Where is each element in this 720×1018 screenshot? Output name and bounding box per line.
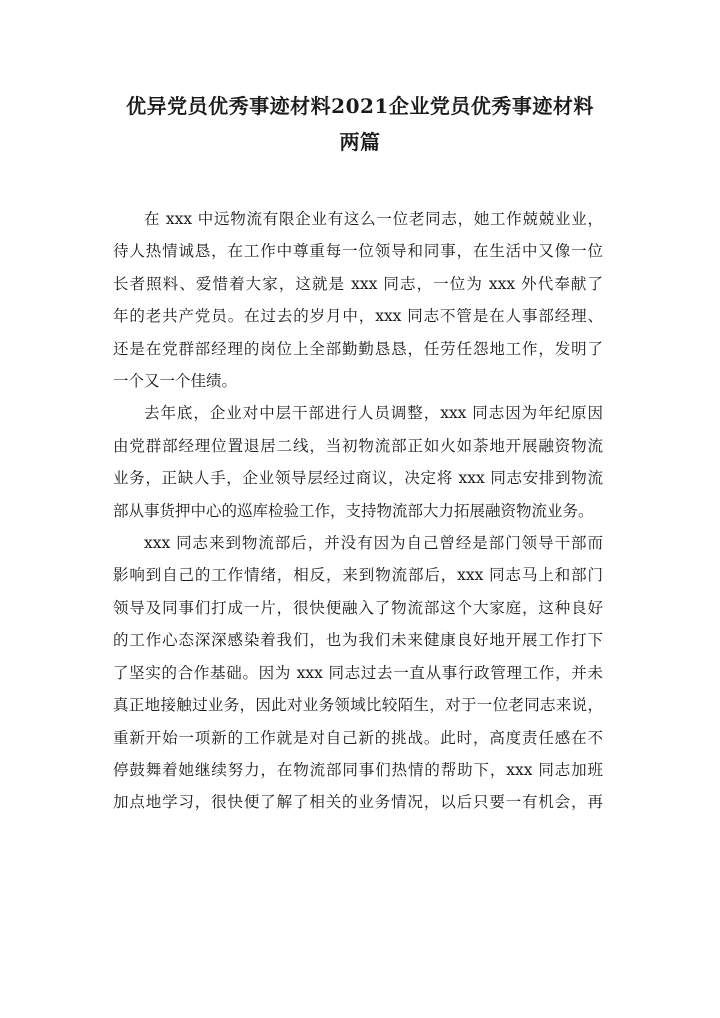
text-line: 去年底，企业对中层干部进行人员调整，xxx 同志因为年纪原因 <box>144 404 603 423</box>
text-line: 年的老共产党员。在过去的岁月中，xxx 同志不管是在人事部经理、 <box>113 307 603 326</box>
text-line: 加点地学习，很快便了解了相关的业务情况，以后只要一有机会，再 <box>113 793 603 812</box>
text-line: 在 xxx 中远物流有限企业有这么一位老同志，她工作兢兢业业， <box>144 210 603 228</box>
text-line: 待人热情诚恳，在工作中尊重每一位领导和同事，在生活中又像一位 <box>113 242 603 261</box>
text-line: 由党群部经理位置退居二线，当初物流部正如火如荼地开展融资物流 <box>113 436 603 455</box>
text-line: 业务，正缺人手，企业领导层经过商议，决定将 xxx 同志安排到物流 <box>113 469 603 488</box>
text-line: 的工作心态深深感染着我们，也为我们未来健康良好地开展工作打下 <box>113 631 603 650</box>
title-line-2: 两篇 <box>339 130 381 154</box>
text-line: 领导及同事们打成一片，很快便融入了物流部这个大家庭，这种良好 <box>113 598 603 617</box>
text-line: 长者照料、爱惜着大家，这就是 xxx 同志，一位为 xxx 外代奉献了 <box>113 274 603 293</box>
text-line: 一个又一个佳绩。 <box>113 372 238 391</box>
title-line-1: 优异党员优秀事迹材料2021企业党员优秀事迹材料 <box>126 94 594 118</box>
paragraph-1 <box>113 203 603 397</box>
document-title <box>60 88 660 160</box>
text-line: xxx 同志来到物流部后，并没有因为自己曾经是部门领导干部而 <box>144 534 603 553</box>
paragraph-2 <box>113 397 603 527</box>
text-line: 真正地接触过业务，因此对业务领域比较陌生，对于一位老同志来说， <box>113 696 603 715</box>
text-line: 了坚实的合作基础。因为 xxx 同志过去一直从事行政管理工作，并未 <box>113 663 603 682</box>
text-line: 重新开始一项新的工作就是对自己新的挑战。此时，高度责任感在不 <box>113 728 603 747</box>
text-line: 停鼓舞着她继续努力，在物流部同事们热情的帮助下，xxx 同志加班 <box>113 760 603 779</box>
text-line: 还是在党群部经理的岗位上全部勤勤恳恳，任劳任怨地工作，发明了 <box>113 339 603 358</box>
text-line: 部从事货押中心的巡库检验工作，支持物流部大力拓展融资物流业务。 <box>113 501 594 520</box>
text-line: 影响到自己的工作情绪，相反，来到物流部后，xxx 同志马上和部门 <box>113 566 603 585</box>
document-body <box>113 203 603 819</box>
paragraph-3 <box>113 527 603 819</box>
